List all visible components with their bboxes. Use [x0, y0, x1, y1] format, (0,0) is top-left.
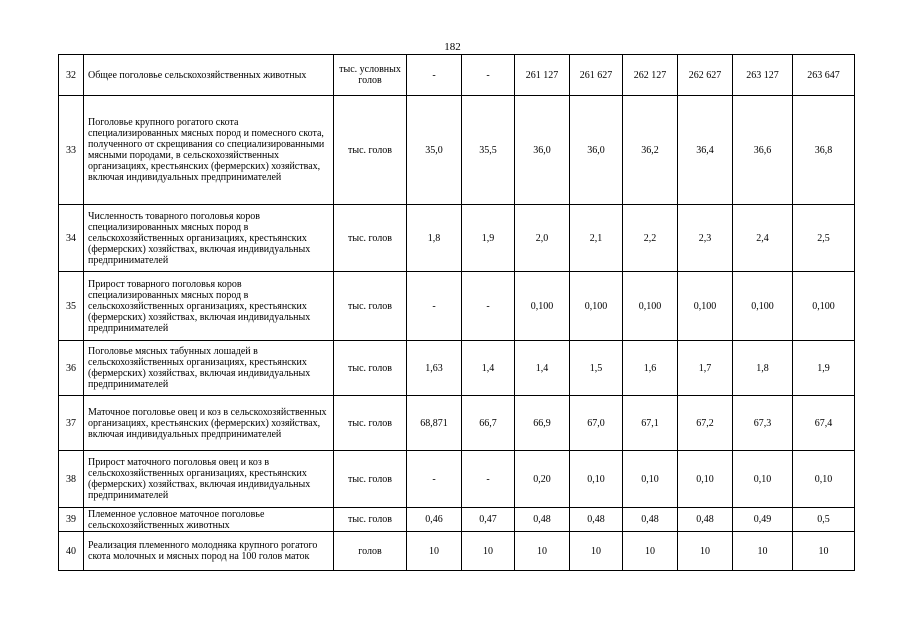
unit-cell: голов — [334, 532, 407, 571]
value-cell: - — [407, 55, 462, 96]
value-cell: 1,7 — [678, 341, 733, 396]
value-cell: 10 — [570, 532, 623, 571]
value-cell: 0,20 — [515, 451, 570, 508]
indicator-name: Прирост маточного поголовья овец и коз в сельскохозяйственных организациях, крестьянских (фермерских) хозяйствах, включая индивидуальных предпринимателей — [84, 451, 334, 508]
value-cell: - — [407, 451, 462, 508]
value-cell: 1,4 — [515, 341, 570, 396]
value-cell: 66,9 — [515, 396, 570, 451]
table-row — [59, 508, 855, 532]
unit-cell: тыс. голов — [334, 96, 407, 205]
value-cell: 1,6 — [623, 341, 678, 396]
table-row — [59, 532, 855, 571]
table-row — [59, 451, 855, 508]
value-cell: 2,1 — [570, 205, 623, 272]
row-number: 40 — [59, 532, 84, 571]
row-number: 36 — [59, 341, 84, 396]
value-cell: 1,4 — [462, 341, 515, 396]
indicators-table — [58, 54, 855, 571]
unit-cell: тыс. голов — [334, 451, 407, 508]
value-cell: 2,4 — [733, 205, 793, 272]
value-cell: 1,5 — [570, 341, 623, 396]
value-cell: 262 127 — [623, 55, 678, 96]
value-cell: 36,2 — [623, 96, 678, 205]
page-number: 182 — [444, 41, 461, 53]
value-cell: 0,48 — [678, 508, 733, 532]
table-row — [59, 55, 855, 96]
value-cell: 0,46 — [407, 508, 462, 532]
unit-cell: тыс. голов — [334, 205, 407, 272]
indicator-name: Поголовье крупного рогатого скота специализированных мясных пород и помесного скота, полученного от скрещивания со специализированными мясными породами, в сельскохозяйственных организациях, крестьянских (фермерских) хозяйствах, включая индивидуальных предпринимателей — [84, 96, 334, 205]
value-cell: 67,0 — [570, 396, 623, 451]
value-cell: 261 627 — [570, 55, 623, 96]
unit-cell: тыс. голов — [334, 341, 407, 396]
value-cell: 0,100 — [515, 272, 570, 341]
value-cell: 0,100 — [793, 272, 855, 341]
row-number: 39 — [59, 508, 84, 532]
row-number: 34 — [59, 205, 84, 272]
indicator-name: Общее поголовье сельскохозяйственных животных — [84, 55, 334, 96]
row-number: 38 — [59, 451, 84, 508]
unit-cell: тыс. голов — [334, 272, 407, 341]
indicator-name: Поголовье мясных табунных лошадей в сельскохозяйственных организациях, крестьянских (фермерских) хозяйствах, включая индивидуальных предпринимателей — [84, 341, 334, 396]
value-cell: 0,10 — [793, 451, 855, 508]
value-cell: 1,8 — [407, 205, 462, 272]
indicator-name: Маточное поголовье овец и коз в сельскохозяйственных организациях, крестьянских (фермерских) хозяйствах, включая индивидуальных предпринимателей — [84, 396, 334, 451]
indicator-name: Численность товарного поголовья коров специализированных мясных пород в сельскохозяйственных организациях, крестьянских (фермерских) хозяйствах, включая индивидуальных предпринимателей — [84, 205, 334, 272]
value-cell: 263 127 — [733, 55, 793, 96]
value-cell: 67,2 — [678, 396, 733, 451]
row-number: 35 — [59, 272, 84, 341]
value-cell: 68,871 — [407, 396, 462, 451]
indicator-name: Реализация племенного молодняка крупного рогатого скота молочных и мясных пород на 100 голов маток — [84, 532, 334, 571]
value-cell: 0,10 — [733, 451, 793, 508]
table-row — [59, 96, 855, 205]
value-cell: 10 — [407, 532, 462, 571]
indicator-name: Прирост товарного поголовья коров специализированных мясных пород в сельскохозяйственных организациях, крестьянских (фермерских) хозяйствах, включая индивидуальных предпринимателей — [84, 272, 334, 341]
value-cell: 0,48 — [623, 508, 678, 532]
value-cell: 2,3 — [678, 205, 733, 272]
table-body — [59, 55, 855, 571]
unit-cell: тыс. голов — [334, 508, 407, 532]
unit-cell: тыс. условных голов — [334, 55, 407, 96]
value-cell: - — [462, 55, 515, 96]
table-row — [59, 341, 855, 396]
value-cell: 1,8 — [733, 341, 793, 396]
value-cell: 66,7 — [462, 396, 515, 451]
table-row — [59, 272, 855, 341]
row-number: 33 — [59, 96, 84, 205]
value-cell: 0,10 — [570, 451, 623, 508]
table-row — [59, 205, 855, 272]
value-cell: 2,5 — [793, 205, 855, 272]
value-cell: 36,0 — [515, 96, 570, 205]
value-cell: 0,48 — [570, 508, 623, 532]
value-cell: 35,0 — [407, 96, 462, 205]
value-cell: - — [407, 272, 462, 341]
value-cell: 0,10 — [678, 451, 733, 508]
value-cell: 262 627 — [678, 55, 733, 96]
value-cell: 67,3 — [733, 396, 793, 451]
value-cell: 263 647 — [793, 55, 855, 96]
value-cell: 0,100 — [678, 272, 733, 341]
value-cell: 67,4 — [793, 396, 855, 451]
value-cell: 1,63 — [407, 341, 462, 396]
table-row — [59, 396, 855, 451]
value-cell: 0,5 — [793, 508, 855, 532]
value-cell: 2,2 — [623, 205, 678, 272]
value-cell: 10 — [733, 532, 793, 571]
value-cell: 36,8 — [793, 96, 855, 205]
value-cell: - — [462, 272, 515, 341]
value-cell: 2,0 — [515, 205, 570, 272]
value-cell: 1,9 — [793, 341, 855, 396]
value-cell: 10 — [462, 532, 515, 571]
value-cell: 1,9 — [462, 205, 515, 272]
value-cell: 261 127 — [515, 55, 570, 96]
value-cell: 0,49 — [733, 508, 793, 532]
value-cell: 0,10 — [623, 451, 678, 508]
value-cell: 36,6 — [733, 96, 793, 205]
indicator-name: Племенное условное маточное поголовье сельскохозяйственных животных — [84, 508, 334, 532]
value-cell: 0,100 — [733, 272, 793, 341]
value-cell: 67,1 — [623, 396, 678, 451]
value-cell: 0,47 — [462, 508, 515, 532]
value-cell: 0,48 — [515, 508, 570, 532]
value-cell: 10 — [623, 532, 678, 571]
row-number: 37 — [59, 396, 84, 451]
value-cell: 36,4 — [678, 96, 733, 205]
value-cell: 0,100 — [570, 272, 623, 341]
value-cell: 0,100 — [623, 272, 678, 341]
value-cell: 36,0 — [570, 96, 623, 205]
row-number: 32 — [59, 55, 84, 96]
value-cell: 10 — [678, 532, 733, 571]
value-cell: 10 — [515, 532, 570, 571]
value-cell: 35,5 — [462, 96, 515, 205]
value-cell: 10 — [793, 532, 855, 571]
unit-cell: тыс. голов — [334, 396, 407, 451]
value-cell: - — [462, 451, 515, 508]
